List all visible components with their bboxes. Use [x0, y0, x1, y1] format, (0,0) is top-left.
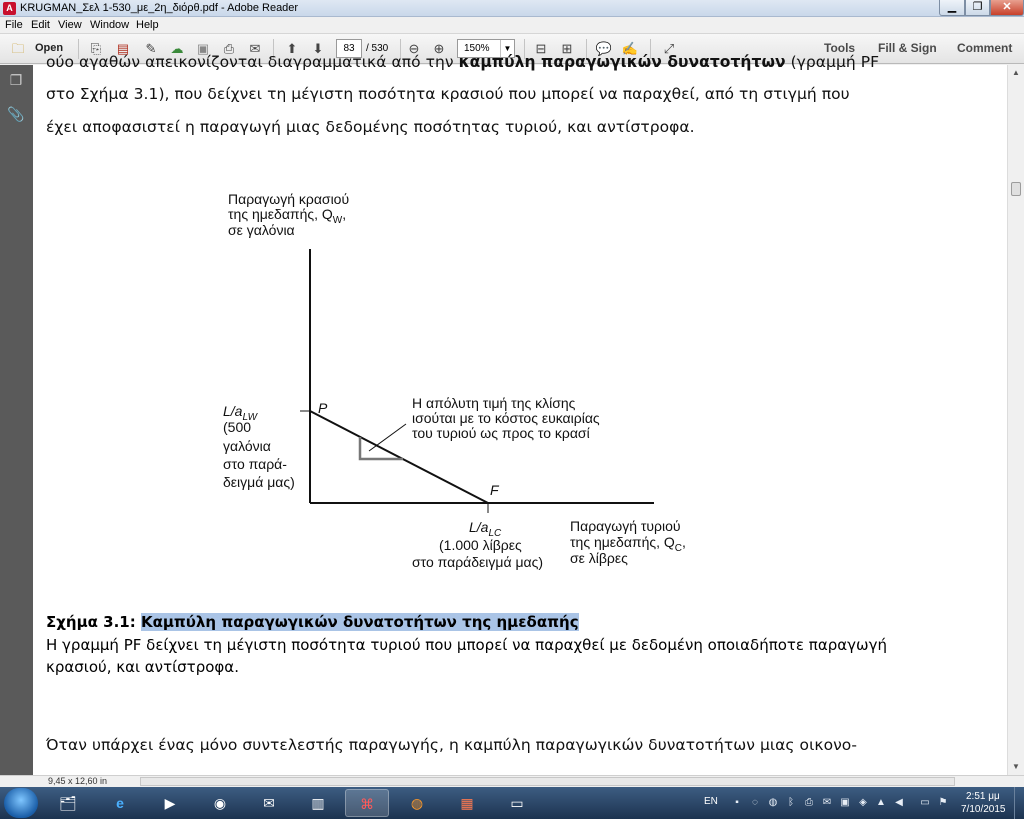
figure-caption: κρασιού, και αντίστροφα. [46, 658, 239, 676]
scroll-up-icon[interactable]: ▲ [1012, 68, 1020, 77]
document-line: ούο αγαθών απεικονίζονται διαγραμματικά από την καμπύλη παραγωγικών δυνατοτήτων (γραμμή ΡF [46, 53, 880, 71]
x-axis-label: της ημεδαπής, $Q_C$, [570, 534, 686, 554]
menu-file[interactable]: File [5, 19, 23, 31]
export-pdf-icon[interactable]: ▤ [116, 41, 130, 56]
slope-annotation: Η απόλυτη τιμή της κλίσης [412, 395, 576, 411]
comment-tab[interactable]: Comment [957, 41, 1013, 55]
tray-app-icon[interactable]: ▪ [735, 797, 739, 808]
language-indicator[interactable]: EN [704, 796, 718, 807]
file-explorer-icon[interactable]: 🗂 [59, 795, 77, 811]
menu-help[interactable]: Help [136, 19, 159, 31]
point-f-label: F [490, 482, 499, 498]
scrollbar-thumb[interactable] [1011, 182, 1021, 196]
navigation-panel [0, 65, 33, 775]
highlighted-text: Καμπύλη παραγωγικών δυνατοτήτων της ημεδαπής [140, 613, 579, 631]
menu-view[interactable]: View [58, 19, 82, 31]
page-dimensions: 9,45 x 12,60 in [48, 776, 108, 786]
document-line: έχει αποφασιστεί η παραγωγή μιας δεδομένης ποσότητας τυριού, και αντίστροφα. [46, 118, 695, 136]
document-line: στο Σχήμα 3.1), που δείχνει τη μέγιστη ποσότητα κρασιού που μπορεί να παραχθεί, από τη στιγμή που [46, 85, 850, 103]
page-total: / 530 [366, 43, 389, 54]
menu-bar [0, 17, 1024, 34]
menu-edit[interactable]: Edit [31, 19, 50, 31]
scroll-down-icon[interactable]: ▼ [1012, 762, 1020, 771]
title-bar [0, 0, 1024, 17]
y-axis-label: της ημεδαπής, $Q_W$, [228, 206, 347, 226]
point-p-label: P [318, 400, 328, 416]
tray-flag-icon[interactable]: ⚑ [938, 797, 948, 808]
y-axis-label: σε γαλόνια [228, 222, 295, 238]
tray-speaker-icon[interactable]: ◀ [895, 797, 903, 808]
tray-sync-icon[interactable]: ◌ [752, 797, 758, 808]
x-intercept-label: $L/a_{LC}$ [469, 519, 502, 539]
x-intercept-note: (1.000 λίβρες [439, 537, 522, 553]
taskbar [0, 787, 1024, 819]
firefox-icon[interactable]: ◍ [410, 795, 424, 811]
x-axis-label: Παραγωγή τυριού [570, 518, 681, 534]
document-viewer-icon[interactable]: ▭ [510, 795, 524, 811]
minimize-button[interactable]: ▁ [939, 0, 965, 16]
zoom-in-icon[interactable]: ⊕ [433, 41, 445, 56]
upload-cloud-icon[interactable]: ☁ [170, 41, 184, 56]
show-desktop-button[interactable] [1014, 787, 1024, 819]
tray-network-icon[interactable]: ◍ [768, 797, 778, 808]
y-intercept-note: δειγμά μας) [223, 474, 295, 490]
x-intercept-note: στο παράδειγμά μας) [412, 554, 544, 570]
zoom-out-icon[interactable]: ⊖ [408, 41, 420, 56]
x-axis-label: σε λίβρες [570, 550, 628, 566]
tray-bluetooth-icon[interactable]: ᛒ [788, 797, 794, 808]
y-axis-label: Παραγωγή κρασιού [228, 191, 350, 207]
maximize-button[interactable]: ❐ [965, 0, 990, 16]
fit-page-icon[interactable]: ⊞ [561, 41, 573, 56]
next-page-icon[interactable]: ⬇ [312, 41, 324, 56]
fill-sign-tab[interactable]: Fill & Sign [878, 41, 937, 55]
chevron-down-icon[interactable]: ▼ [500, 40, 514, 57]
media-player-icon[interactable]: ▶ [164, 795, 176, 811]
previous-page-icon[interactable]: ⬆ [286, 41, 298, 56]
page-number-input[interactable]: 83 [336, 39, 362, 58]
adobe-reader-task-icon[interactable]: ⌘ [345, 789, 389, 817]
y-intercept-note: στο παρά- [223, 456, 287, 472]
page-thumbnails-icon[interactable]: ❐ [9, 72, 23, 88]
attachments-icon[interactable]: 📎 [7, 106, 25, 122]
edit-document-icon[interactable]: ✎ [145, 41, 157, 56]
save-icon[interactable]: ▣ [196, 41, 210, 56]
open-folder-icon[interactable]: 🗀 [11, 41, 25, 56]
full-screen-icon[interactable]: ⤢ [663, 41, 675, 56]
tray-display-icon[interactable]: ▭ [920, 797, 930, 808]
menu-window[interactable]: Window [90, 19, 130, 31]
email-icon[interactable]: ✉ [249, 41, 261, 56]
adobe-reader-icon: A [3, 2, 16, 15]
tray-shield-icon[interactable]: ◈ [859, 797, 867, 808]
winrar-icon[interactable]: ▥ [311, 795, 325, 811]
tray-printer-icon[interactable]: ⎙ [805, 797, 813, 808]
powerpoint-icon[interactable]: ▦ [460, 795, 474, 811]
y-intercept-label: $L/a_{LW}$ [223, 403, 258, 423]
window-title: KRUGMAN_Σελ 1-530_με_2η_διόρθ.pdf - Adobe Reader [20, 2, 299, 14]
annotation-pointer [369, 424, 406, 451]
horizontal-scrollbar[interactable] [140, 777, 955, 786]
y-intercept-note: (500 [223, 419, 252, 435]
clock-time[interactable]: 2:51 μμ [966, 791, 1000, 802]
slope-annotation: ισούται με το κόστος ευκαιρίας [412, 410, 600, 426]
create-pdf-icon[interactable]: ⎘ [90, 41, 102, 56]
start-button[interactable] [4, 788, 38, 818]
clock-date[interactable]: 7/10/2015 [961, 804, 1006, 815]
y-intercept-note: γαλόνια [223, 438, 271, 454]
tray-monitor-icon[interactable]: ▣ [840, 797, 850, 808]
mail-icon[interactable]: ✉ [263, 795, 275, 811]
figure-caption: Η γραμμή ΡF δείχνει τη μέγιστη ποσότητα τυριού που μπορεί να παραχθεί με δεδομένη οποιαδήποτε παραγωγή [46, 636, 887, 654]
fit-width-icon[interactable]: ⊟ [535, 41, 547, 56]
slope-annotation: του τυριού ως προς το κρασί [412, 425, 590, 441]
figure-caption-title: Σχήμα 3.1: Καμπύλη παραγωγικών δυνατοτήτων της ημεδαπής [46, 613, 579, 631]
print-icon[interactable]: ⎙ [223, 41, 235, 56]
highlight-text-icon[interactable]: ✍ [621, 41, 639, 56]
internet-explorer-icon[interactable]: e [116, 795, 124, 811]
chrome-icon[interactable]: ◉ [213, 795, 227, 811]
tray-chat-icon[interactable]: ✉ [822, 797, 832, 808]
sticky-note-icon[interactable]: 💬 [595, 41, 613, 56]
close-button[interactable]: ✕ [990, 0, 1024, 16]
document-page [33, 53, 1007, 775]
zoom-value: 150% [464, 43, 490, 54]
tools-tab[interactable]: Tools [824, 41, 856, 55]
document-line: Όταν υπάρχει ένας μόνο συντελεστής παραγωγής, η καμπύλη παραγωγικών δυνατοτήτων μιας οικονο- [46, 736, 857, 754]
vertical-scrollbar[interactable] [1007, 65, 1024, 775]
open-button[interactable]: Open [35, 42, 64, 54]
status-bar [0, 775, 1024, 787]
tray-adobe-icon[interactable]: ▲ [876, 797, 886, 808]
